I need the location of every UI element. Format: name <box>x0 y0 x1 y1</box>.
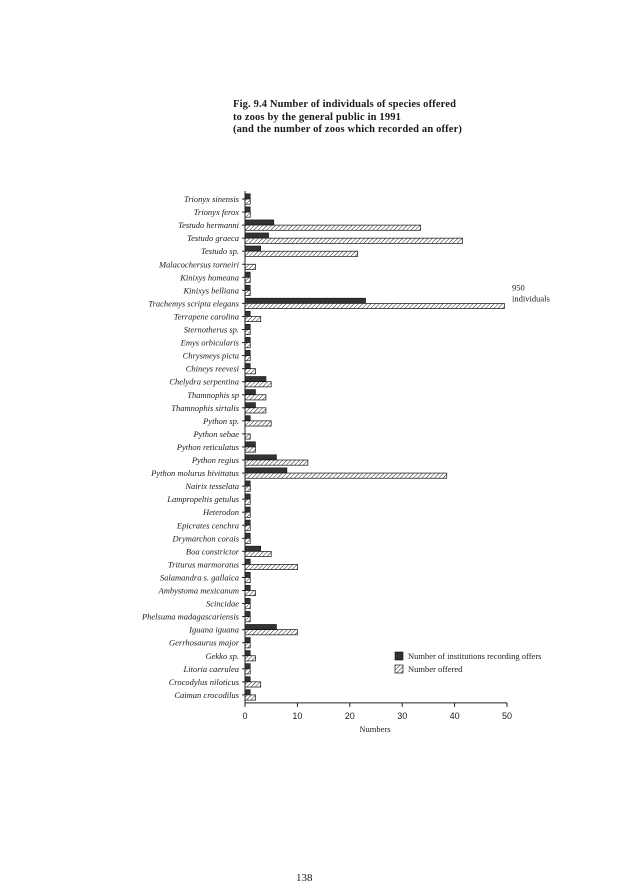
x-tick-label: 50 <box>501 710 513 721</box>
category-label: Kinixys homeana <box>180 272 239 283</box>
bar-institutions <box>245 677 250 682</box>
bar-number-offered <box>245 303 504 308</box>
bar-institutions <box>245 533 250 538</box>
category-label: Python molurus bivittatus <box>151 468 239 479</box>
bar-institutions <box>245 651 250 656</box>
bar-institutions <box>245 403 255 408</box>
category-label: Boa constrictor <box>185 546 239 557</box>
category-label: Gerrhosaurus major <box>169 637 239 648</box>
category-label: Litoria caerulea <box>183 663 239 674</box>
category-label: Gekko sp. <box>205 650 239 661</box>
category-label: Phelsuma madagascariensis <box>141 611 239 622</box>
bar-number-offered <box>245 290 250 295</box>
bar-number-offered <box>245 538 250 543</box>
bar-institutions <box>245 455 276 460</box>
bar-institutions <box>245 285 250 290</box>
bar-institutions <box>245 611 250 616</box>
category-label: Nairix tesselata <box>185 481 239 492</box>
legend-swatch-institutions <box>395 652 403 660</box>
bar-institutions <box>245 481 250 486</box>
bar-number-offered <box>245 421 271 426</box>
category-label: Drymarchon corais <box>172 533 239 544</box>
bar-number-offered <box>245 316 261 321</box>
category-label: Salamandra s. gallaica <box>159 572 239 583</box>
bar-institutions <box>245 494 250 499</box>
bar-institutions <box>245 638 250 643</box>
bar-number-offered <box>245 499 250 504</box>
bar-institutions <box>245 559 250 564</box>
bar-number-offered <box>245 277 250 282</box>
bar-number-offered <box>245 695 255 700</box>
bar-number-offered <box>245 682 261 687</box>
x-tick-label: 10 <box>292 710 303 721</box>
legend-label-offered: Number offered <box>408 664 463 674</box>
category-label: Trionyx ferox <box>193 207 239 218</box>
bar-number-offered <box>245 447 255 452</box>
bar-number-offered <box>245 212 250 217</box>
category-label: Thamnophis sirtalis <box>171 402 239 413</box>
category-label: Chrysmeys picta <box>182 350 239 361</box>
bar-number-offered <box>245 356 250 361</box>
category-label: Trachemys scripta elegans <box>148 298 239 309</box>
legend-swatch-offered <box>395 665 403 673</box>
bar-institutions <box>245 377 266 382</box>
category-label: Heterodon <box>202 507 239 518</box>
category-label: Triturus marmoratus <box>167 559 239 570</box>
bar-institutions <box>245 690 250 695</box>
bar-number-offered <box>245 656 255 661</box>
x-axis-title: Numbers <box>359 723 391 734</box>
bar-institutions <box>245 246 261 251</box>
legend-label-institutions: Number of institutions recording offers <box>408 651 542 661</box>
bar-number-offered <box>245 225 421 230</box>
annotation-unit: individuals <box>512 293 550 304</box>
bar-institutions <box>245 507 250 512</box>
category-label: Python regius <box>191 455 239 465</box>
bar-number-offered <box>245 434 250 439</box>
bar-institutions <box>245 194 250 199</box>
category-label: Lampropeltis getulus <box>167 494 239 505</box>
category-label: Chineys reevesi <box>185 363 239 374</box>
category-label: Python reticulatus <box>176 441 239 452</box>
caption-line-1: Fig. 9.4 Number of individuals of species offered <box>233 99 457 110</box>
bar-number-offered <box>245 564 297 569</box>
category-label: Scincidae <box>205 598 239 609</box>
category-label: Emys orbicularis <box>180 337 239 348</box>
category-label: Testudo hermanni <box>178 220 239 231</box>
bar-institutions <box>245 233 269 238</box>
category-label: Ambystoma mexicanum <box>158 585 239 596</box>
bar-institutions <box>245 520 250 525</box>
bar-number-offered <box>245 617 250 622</box>
category-label: Iguana iguana <box>189 624 239 635</box>
bar-number-offered <box>245 525 250 530</box>
bar-number-offered <box>245 251 358 256</box>
category-label: Crocodylus niloticus <box>168 676 239 687</box>
bar-number-offered <box>245 473 447 478</box>
bar-institutions <box>245 311 250 316</box>
bar-number-offered <box>245 395 266 400</box>
bar-number-offered <box>245 264 255 269</box>
x-tick-label: 30 <box>397 710 408 721</box>
bar-number-offered <box>245 199 250 204</box>
bar-institutions <box>245 220 274 225</box>
bar-number-offered <box>245 343 250 348</box>
bar-number-offered <box>245 604 250 609</box>
bar-institutions <box>245 546 261 551</box>
bar-institutions <box>245 350 250 355</box>
caption-line-2: to zoos by the general public in 1991 <box>233 111 402 123</box>
category-label: Terrapene carolina <box>173 311 239 322</box>
bar-institutions <box>245 298 366 303</box>
bar-institutions <box>245 585 250 590</box>
x-tick-label: 40 <box>449 710 460 721</box>
bar-institutions <box>245 468 287 473</box>
bar-institutions <box>245 390 255 395</box>
bar-number-offered <box>245 577 250 582</box>
bar-number-offered <box>245 512 250 517</box>
bar-number-offered <box>245 551 271 556</box>
bar-institutions <box>245 624 276 629</box>
bar-institutions <box>245 416 250 421</box>
bar-institutions <box>245 272 250 277</box>
bar-number-offered <box>245 591 255 596</box>
bar-institutions <box>245 598 250 603</box>
bar-institutions <box>245 572 250 577</box>
caption-line-3: (and the number of zoos which recorded an offer) <box>233 124 463 135</box>
bar-institutions <box>245 207 250 212</box>
bar-number-offered <box>245 643 250 648</box>
bar-number-offered <box>245 486 250 491</box>
x-tick-label: 20 <box>344 710 355 721</box>
category-label: Python sebae <box>193 428 239 439</box>
bar-institutions <box>245 363 250 368</box>
category-label: Epicrates cenchra <box>176 520 239 531</box>
bar-institutions <box>245 442 255 447</box>
bar-number-offered <box>245 382 271 387</box>
category-label: Testudo graeca <box>187 233 239 244</box>
bar-number-offered <box>245 460 308 465</box>
category-label: Kinixys belliana <box>183 285 239 296</box>
category-label: Chelydra serpentina <box>169 376 239 387</box>
bar-institutions <box>245 324 250 329</box>
bar-number-offered <box>245 330 250 335</box>
bar-number-offered <box>245 669 250 674</box>
bar-number-offered <box>245 369 255 374</box>
category-label: Python sp. <box>203 415 239 426</box>
category-label: Malacochersus torneiri <box>158 259 239 270</box>
x-tick-label: 0 <box>242 710 248 721</box>
category-label: Testudo sp. <box>201 246 239 257</box>
bar-number-offered <box>245 238 462 243</box>
bar-institutions <box>245 664 250 669</box>
page-number: 138 <box>296 872 313 884</box>
annotation-value: 950 <box>512 282 525 293</box>
category-label: Sternotherus sp. <box>183 324 239 335</box>
bar-institutions <box>245 337 250 342</box>
category-label: Caiman crocodilus <box>174 689 239 700</box>
category-label: Trionyx sinensis <box>183 194 239 204</box>
category-label: Thamnophis sp <box>187 389 239 400</box>
bar-number-offered <box>245 408 266 413</box>
bar-number-offered <box>245 630 297 635</box>
